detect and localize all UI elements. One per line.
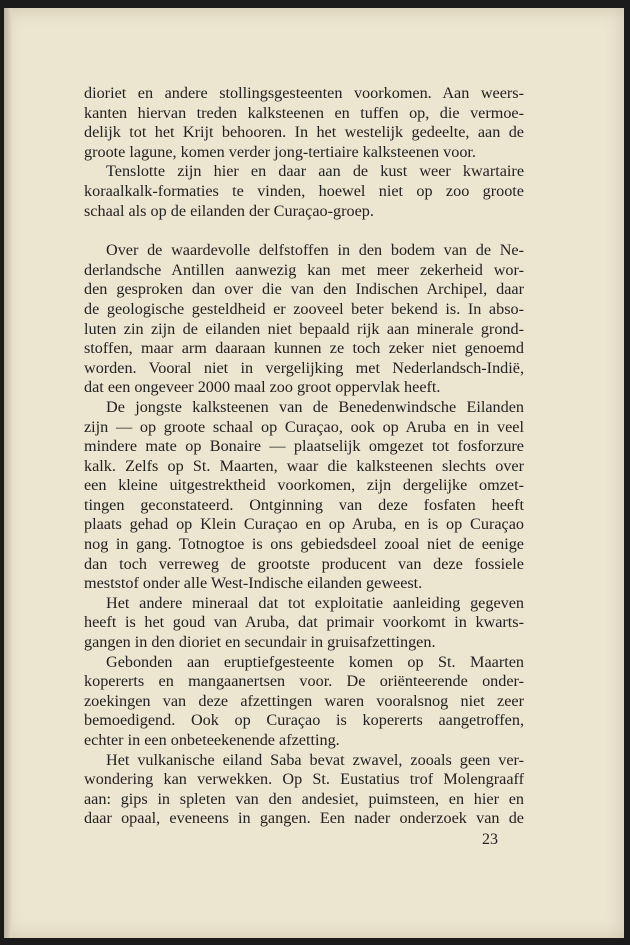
text-line: Tenslotte zijn hier en daar aan de kust weer kwartaire	[106, 162, 524, 181]
text-line: worden. Vooral niet in vergelijking met Nederlandsch-Indië,	[84, 358, 524, 377]
text-line: mindere mate op Bonaire — plaatselijk omgezet tot fosforzure	[84, 437, 524, 456]
text-line: aan: gips in spleten van den andesiet, puimsteen, en hier en	[84, 789, 524, 808]
text-line: plaats gehad op Klein Curaçao en op Aruba, en is op Curaçao	[84, 515, 524, 534]
text-line: nog in gang. Totnogtoe is ons gebiedsdeel zooal niet de eenige	[84, 535, 524, 554]
text-line: heeft is het goud van Aruba, dat primair voorkomt in kwarts-	[84, 613, 524, 632]
section-gap	[84, 221, 524, 241]
page-number: 23	[482, 831, 498, 848]
text-line: kalk. Zelfs op St. Maarten, waar die kalksteenen slechts over	[84, 456, 524, 475]
paragraph-5	[84, 594, 524, 653]
text-line: koraalkalk-formaties te vinden, hoewel niet op zoo groote	[84, 181, 524, 200]
text-line: echter in een onbeteekenende afzetting.	[84, 731, 340, 749]
paragraph-2	[84, 162, 524, 221]
text-line: delijk tot het Krijt behooren. In het westelijk gedeelte, aan de	[84, 123, 524, 142]
text-line: luten zin zijn de eilanden niet bepaald rijk aan minerale grond-	[84, 319, 524, 338]
text-line: bemoedigend. Ook op Curaçao is kopererts aangetroffen,	[84, 711, 524, 730]
text-line: Het andere mineraal dat tot exploitatie aanleiding gegeven	[106, 593, 524, 612]
paragraph-6	[84, 653, 524, 751]
text-line: daar opaal, eveneens in gangen. Een nader onderzoek van de	[84, 809, 524, 828]
text-line: gangen in den dioriet en secundair in gruisafzettingen.	[84, 633, 436, 652]
text-line: dan toch verreweg de grootste producent van deze fossiele	[84, 554, 524, 573]
text-line: Over de waardevolle delfstoffen in den bodem van de Ne-	[106, 241, 524, 260]
paragraph-4	[84, 398, 524, 594]
text-line: wondering kan verwekken. Op St. Eustatius trof Molengraaff	[84, 770, 524, 789]
page-gutter-shadow	[4, 8, 12, 938]
text-line: kopererts en mangaanertsen voor. De oriënteerende onder-	[84, 672, 524, 691]
text-line: den gesproken dan over die van den Indischen Archipel, daar	[84, 280, 524, 299]
body-text	[84, 84, 524, 829]
text-line: een kleine uitgestrektheid voorkomen, zijn dergelijke omzet-	[84, 476, 524, 495]
text-line: groote lagune, komen verder jong-tertiaire kalksteenen voor.	[84, 142, 476, 161]
text-line: Gebonden aan eruptiefgesteente komen op St. Maarten	[106, 652, 524, 671]
text-line: kanten hiervan treden kalksteenen en tuffen op, die vermoe-	[84, 103, 524, 122]
text-line: dat een ongeveer 2000 maal zoo groot oppervlak heeft.	[84, 378, 441, 397]
text-line: zijn — op groote schaal op Curaçao, ook op Aruba en in veel	[84, 417, 524, 436]
paragraph-7	[84, 751, 524, 829]
paragraph-3	[84, 241, 524, 398]
text-line: tingen geconstateerd. Ontginning van deze fosfaten heeft	[84, 495, 524, 514]
text-line: dioriet en andere stollingsgesteenten voorkomen. Aan weers-	[84, 84, 524, 102]
book-page	[4, 8, 624, 938]
text-line: stoffen, maar arm daaraan kunnen ze toch zeker niet genoemd	[84, 339, 524, 358]
text-line: De jongste kalksteenen van de Benedenwindsche Eilanden	[106, 397, 524, 416]
text-line: derlandsche Antillen aanwezig kan met meer zekerheid wor-	[84, 260, 524, 279]
text-line: meststof onder alle West-Indische eilanden geweest.	[84, 574, 423, 593]
paragraph-1	[84, 84, 524, 162]
text-line: de geologische gesteldheid er zooveel beter bekend is. In abso-	[84, 299, 524, 318]
text-line: zoekingen van deze afzettingen waren vooralsnog niet zeer	[84, 691, 524, 710]
text-line: schaal als op de eilanden der Curaçao-groep.	[84, 201, 374, 220]
text-line: Het vulkanische eiland Saba bevat zwavel, zooals geen ver-	[106, 750, 524, 769]
